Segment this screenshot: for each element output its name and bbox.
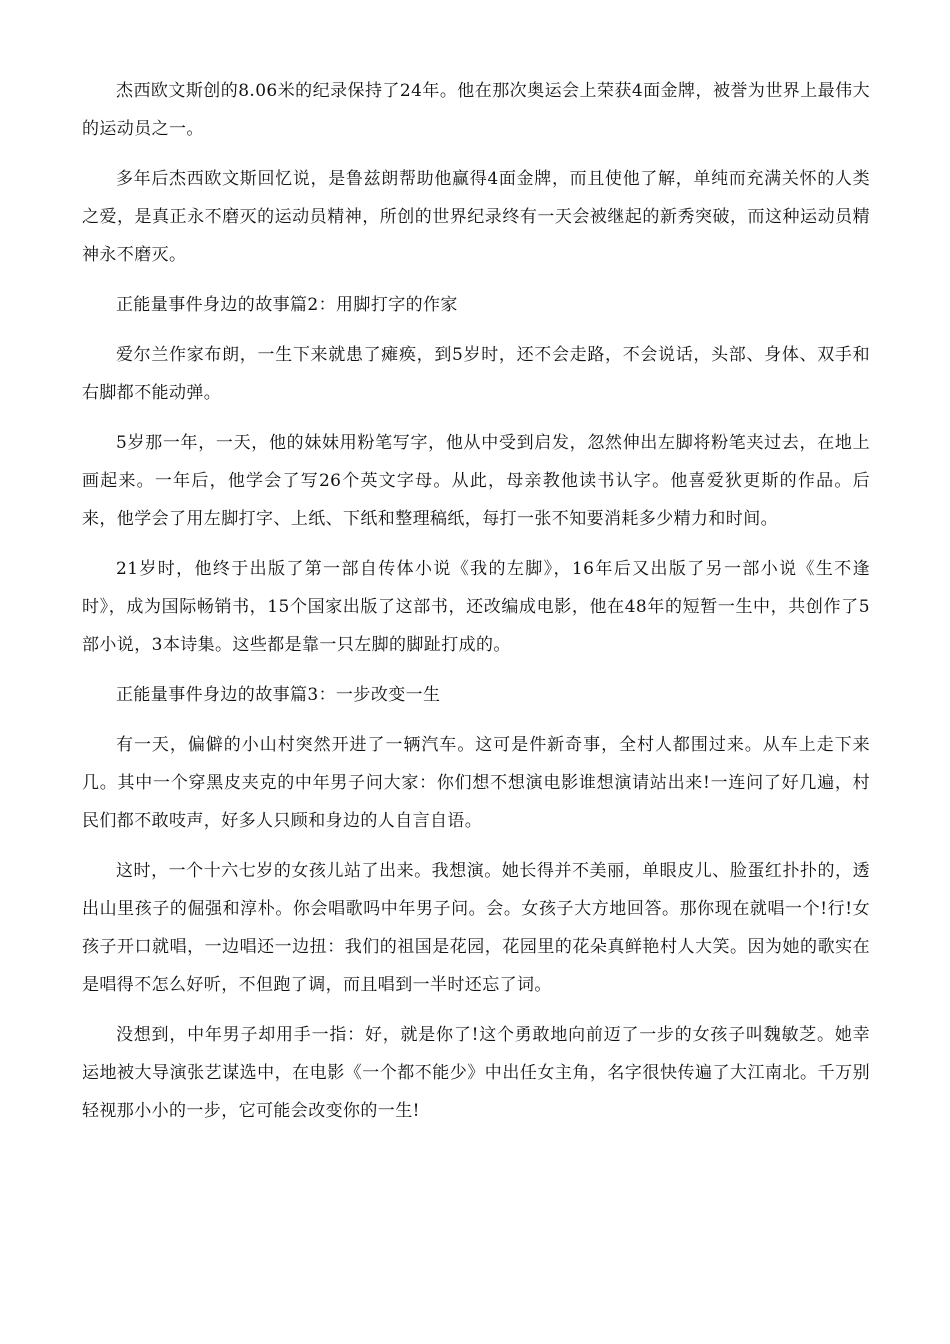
paragraph-6: 有一天，偏僻的小山村突然开进了一辆汽车。这可是件新奇事，全村人都围过来。从车上走下来几。其中一个穿黑皮夹克的中年男子问大家：你们想不想演电影谁想演请站出来!一连问了好几遍，村民们都不敢吱声，好多人只顾和身边的人自言自语。 [82, 735, 870, 831]
document-body [82, 72, 870, 1142]
paragraph-2: 多年后杰西欧文斯回忆说，是鲁兹朗帮助他赢得4面金牌，而且使他了解，单纯而充满关怀的人类之爱，是真正永不磨灭的运动员精神，所创的世界纪录终有一天会被继起的新秀突破，而这种运动员精神永不磨灭。 [82, 169, 870, 265]
paragraph-8: 没想到，中年男子却用手一指：好，就是你了!这个勇敢地向前迈了一步的女孩子叫魏敏芝。她幸运地被大导演张艺谋选中，在电影《一个都不能少》中出任女主角，名字很快传遍了大江南北。千万别轻视那小小的一步，它可能会改变你的一生! [82, 1025, 870, 1121]
paragraph-5: 21岁时，他终于出版了第一部自传体小说《我的左脚》，16年后又出版了另一部小说《生不逢时》，成为国际畅销书，15个国家出版了这部书，还改编成电影，他在48年的短暂一生中，共创作了5部小说，3本诗集。这些都是靠一只左脚的脚趾打成的。 [82, 559, 870, 655]
section-heading-2: 正能量事件身边的故事篇2：用脚打字的作家 [116, 295, 458, 315]
section-heading-3: 正能量事件身边的故事篇3：一步改变一生 [116, 685, 441, 705]
paragraph-3: 爱尔兰作家布朗，一生下来就患了瘫痪，到5岁时，还不会走路，不会说话，头部、身体、双手和右脚都不能动弹。 [82, 345, 870, 403]
paragraph-7: 这时，一个十六七岁的女孩儿站了出来。我想演。她长得并不美丽，单眼皮儿、脸蛋红扑扑的，透出山里孩子的倔强和淳朴。你会唱歌吗中年男子问。会。女孩子大方地回答。那你现在就唱一个!行!女孩子开口就唱，一边唱还一边扭：我们的祖国是花园，花园里的花朵真鲜艳村人大笑。因为她的歌实在是唱得不怎么好听，不但跑了调，而且唱到一半时还忘了词。 [82, 861, 870, 995]
paragraph-1: 杰西欧文斯创的8.06米的纪录保持了24年。他在那次奥运会上荣获4面金牌，被誉为世界上最伟大的运动员之一。 [82, 81, 870, 139]
paragraph-4: 5岁那一年，一天，他的妹妹用粉笔写字，他从中受到启发，忽然伸出左脚将粉笔夹过去，在地上画起来。一年后，他学会了写26个英文字母。从此，母亲教他读书认字。他喜爱狄更斯的作品。后来，他学会了用左脚打字、上纸、下纸和整理稿纸，每打一张不知要消耗多少精力和时间。 [82, 433, 870, 529]
